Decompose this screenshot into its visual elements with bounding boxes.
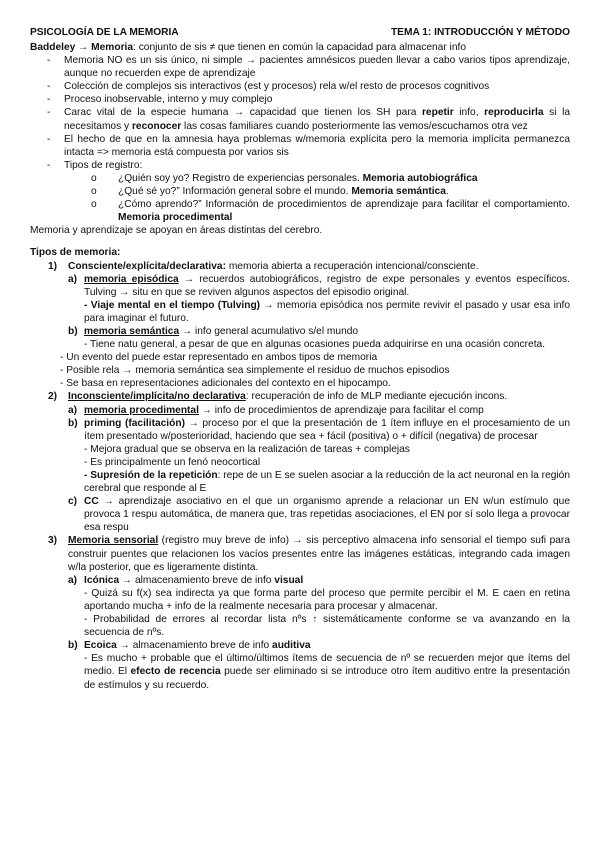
tipo-2b-priming: b) priming (facilitación) → proceso por el que la presentación de 1 ítem influye en el procesamiento de un ítem presentado w/posterioridad, haciendo que sea + fácil (positiva) o + difícil (negativa) de procesar xyxy=(68,417,571,442)
registro-autobiografico: o ¿Quién soy yo? Registro de experiencias personales. Memoria autobiográfica xyxy=(30,172,570,185)
tipo-1b-semantica: b) memoria semántica → info general acumulativo s/el mundo xyxy=(68,325,359,337)
tipo-2c-cc: c) CC → aprendizaje asociativo en el que un organismo aprende a relacionar un EN w/un estímulo que provoca 1 respu automática, de manera que, tras repetidas asociaciones, el EN por sí solo llega a provocar esa respu xyxy=(68,496,570,534)
baddeley-definition: Baddeley → Memoria: conjunto de sis ≠ que tienen en común la capacidad para almacenar info xyxy=(30,42,466,53)
tipo-3b-sub: - Es mucho + probable que el último/últimos ítems de secuencia de nº se recuerden mejor que ítems del medio. El efecto de recencia puede ser eliminado si se introduce otro ítem auditivo entre la presentación de estímulos y su recuerdo. xyxy=(84,653,570,691)
tipo-3b-ecoica: b) Ecoica → almacenamiento breve de info auditiva xyxy=(68,640,311,652)
tipo-3-heading: 3) Memoria sensorial (registro muy breve de info) → sis perceptivo almacena info sensorial el tiempo sufi para construir puentes que relacionen los vacíos presentes entre las imágenes estáticas, integrando cada imagen w/la posterior, que es ligeramente distinta. xyxy=(48,535,570,573)
tipo-1b-sub: - Tiene natu general, a pesar de que en algunas ocasiones pueda adquirirse en una ocasión concreta. xyxy=(84,339,546,351)
page-header xyxy=(30,26,570,39)
intro-bullet-2: - Colección de complejos sis interactivos (est y procesos) rela w/el resto de procesos cognitivos xyxy=(30,80,570,93)
header-subject: PSICOLOGÍA DE LA MEMORIA xyxy=(30,27,179,38)
registro-procedimental: o ¿Cómo aprendo?” Información de procedimientos de aprendizaje para facilitar el comportamiento. Memoria procedimental xyxy=(30,198,570,224)
section-gap xyxy=(30,237,570,246)
tipo-1a-sub: - Viaje mental en el tiempo (Tulving) → memoria episódica nos permite revivir el pasado y usar esa info para imaginar el futuro. xyxy=(84,299,570,324)
intro-bullet-5: - El hecho de que en la amnesia haya problemas w/memoria explícita pero la memoria implícita permanezca intacta => memoria está compuesta por varios sis xyxy=(30,133,570,159)
intro-closing: Memoria y aprendizaje se apoyan en áreas distintas del cerebro. xyxy=(30,225,323,237)
intro-bullet-1: - Memoria NO es un sis único, ni simple → pacientes amnésicos pueden llevar a cabo varios tipos aprendizaje, aunque no recuerden expe de aprendizaje xyxy=(30,54,570,80)
tipo-3a-sub-1: - Quizá su f(x) sea indirecta ya que forma parte del proceso que permite percibir el M. E caen en retina aportando mucha + info de la realmente necesaria para procesar y almacenar. xyxy=(84,587,570,612)
tipo-3a-sub-2: - Probabilidad de errores al recordar lista nºs ↑ sistemáticamente conforme se va avanzando en la secuencia de nºs. xyxy=(84,614,570,639)
tipo-1a-episodica: a) memoria episódica → recuerdos autobiográficos, registro de expe personales y eventos específicos. Tulving → situ en que se reviven algunos aspectos del episodio original. xyxy=(68,273,570,298)
tipo-2b-sub-1: - Mejora gradual que se observa en la realización de tareas + complejas xyxy=(84,443,410,455)
tipo-2b-sub-2: - Es principalmente un fenó neocortical xyxy=(84,456,261,468)
tipo-1-note-3: - Se basa en representaciones adicionales del contexto en el hipocampo. xyxy=(60,378,391,390)
tipo-3a-iconica: a) Icónica → almacenamiento breve de info visual xyxy=(68,574,304,586)
tipo-1-heading: 1) Consciente/explícita/declarativa: memoria abierta a recuperación intencional/consciente. xyxy=(48,260,479,272)
tipo-1-note-2: - Posible rela → memoria semántica sea simplemente el residuo de muchos episodios xyxy=(60,365,450,377)
tipo-2a-procedimental: a) memoria procedimental → info de procedimientos de aprendizaje para facilitar el comp xyxy=(68,404,484,416)
baddeley-term: Baddeley → Memoria xyxy=(30,42,134,53)
tipo-2b-supresion: - Supresión de la repetición: repe de un E se suelen asociar a la reducción de la act neuronal en la región cerebral que responde al E xyxy=(84,470,570,495)
header-topic: TEMA 1: INTRODUCCIÓN Y MÉTODO xyxy=(390,27,570,38)
intro-bullet-3: - Proceso inobservable, interno y muy complejo xyxy=(30,93,570,106)
registro-semantico: o ¿Qué sé yo?” Información general sobre el mundo. Memoria semántica. xyxy=(30,185,570,198)
tipos-title: Tipos de memoria: xyxy=(30,247,121,259)
document-body xyxy=(30,41,570,692)
intro-bullet-4: - Carac vital de la especie humana → capacidad que tienen los SH para repetir info, reproducirla si la necesitamos y reconocer las cosas familiares cuando posteriormente las vemos/escuchamos otra vez xyxy=(30,106,570,132)
tipo-2-heading: 2) Inconsciente/implícita/no declarativa: recuperación de info de MLP mediante ejecución incons. xyxy=(48,391,508,403)
intro-bullet-6: - Tipos de registro: xyxy=(30,159,570,172)
tipo-1-note-1: - Un evento del puede estar representado en ambos tipos de memoria xyxy=(60,352,378,364)
